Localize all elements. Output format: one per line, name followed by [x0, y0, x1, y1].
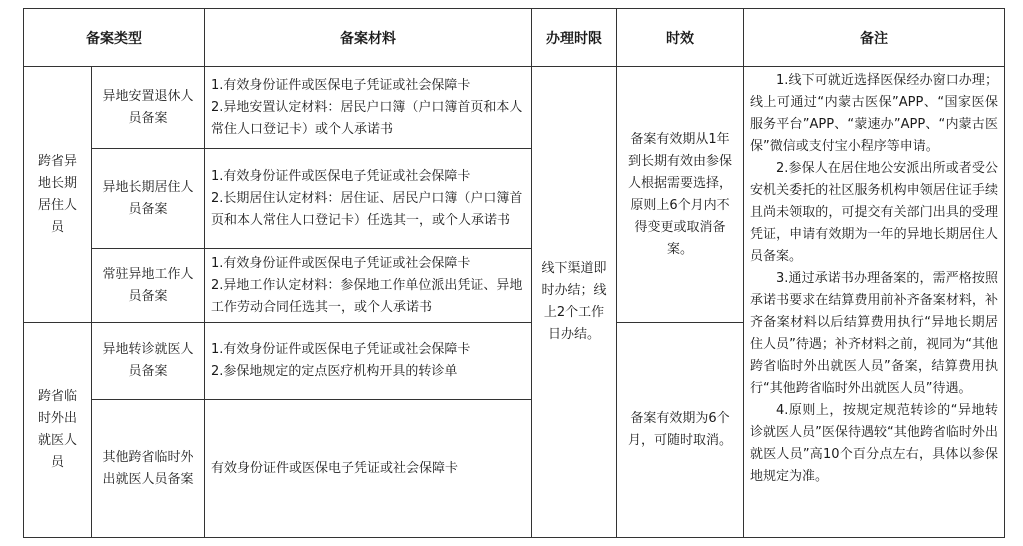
category-long-term-residents: 跨省异地长期居住人员: [24, 67, 92, 323]
remarks-cell: [744, 67, 1005, 538]
remark-item: 1.线下可就近选择医保经办窗口办理；线上可通过“内蒙古医保”APP、“国家医保服务平台”APP、“蒙速办”APP、“内蒙古医保”微信或支付宝小程序等申请。: [750, 73, 998, 154]
remark-item: 3.通过承诺书办理备案的，需严格按照承诺书要求在结算费用前补齐备案材料，补齐备案材料以后结算费用执行“异地长期居住人员”待遇；补齐材料之前，视同为“其他跨省临时外出就医人员”备案，结算费用执行“其他跨省临时外出就医人员”待遇。: [750, 271, 998, 396]
category-temporary-medical: 跨省临时外出就医人员: [24, 323, 92, 538]
header-validity: 时效: [617, 9, 744, 67]
validity-temporary: 备案有效期为6个月，可随时取消。: [617, 323, 744, 538]
remark-item: 4.原则上，按规定规范转诊的“异地转诊就医人员”医保待遇较“其他跨省临时外出就医人员”高10个百分点左右，具体以参保地规定为准。: [750, 403, 998, 484]
material-item: 1.有效身份证件或医保电子凭证或社会保障卡: [211, 77, 471, 93]
header-remarks: 备注: [744, 9, 1005, 67]
material-item: 1.有效身份证件或医保电子凭证或社会保障卡: [211, 342, 471, 357]
validity-long-term: 备案有效期从1年到长期有效由参保人根据需要选择，原则上6个月内不得变更或取消备案。: [617, 67, 744, 323]
material-item: 2.参保地规定的定点医疗机构开具的转诊单: [211, 364, 458, 379]
subtype-cell: 异地长期居住人员备案: [92, 149, 205, 249]
materials-cell: [205, 149, 532, 249]
material-item: 2.异地工作认定材料：参保地工作单位派出凭证、异地工作劳动合同任选其一，或个人承诺书: [211, 277, 523, 315]
subtype-cell: 异地转诊就医人员备案: [92, 323, 205, 400]
remark-item: 2.参保人在居住地公安派出所或者受公安机关委托的社区服务机构申领居住证手续且尚未领取的，可提交有关部门出具的受理凭证，申请有效期为一年的异地长期居住人员备案。: [750, 161, 998, 264]
header-row: [24, 9, 1005, 67]
material-item: 1.有效身份证件或医保电子凭证或社会保障卡: [211, 255, 471, 271]
material-item: 1.有效身份证件或医保电子凭证或社会保障卡: [211, 168, 471, 184]
materials-cell: [205, 249, 532, 323]
time-limit-cell: 线下渠道即时办结；线上2个工作日办结。: [532, 67, 617, 538]
subtype-cell: 其他跨省临时外出就医人员备案: [92, 400, 205, 538]
subtype-cell: 常驻异地工作人员备案: [92, 249, 205, 323]
materials-cell: [205, 323, 532, 400]
material-item: 有效身份证件或医保电子凭证或社会保障卡: [211, 460, 459, 476]
material-item: 2.异地安置认定材料：居民户口簿（户口簿首页和本人常住人口登记卡）或个人承诺书: [211, 99, 523, 137]
table-row: [24, 67, 1005, 149]
materials-cell: [205, 67, 532, 149]
header-filing-materials: 备案材料: [205, 9, 532, 67]
filing-requirements-table: [23, 8, 1005, 538]
subtype-cell: 异地安置退休人员备案: [92, 67, 205, 149]
header-time-limit: 办理时限: [532, 9, 617, 67]
material-item: 2.长期居住认定材料：居住证、居民户口簿（户口簿首页和本人常住人口登记卡）任选其一，或个人承诺书: [211, 190, 523, 228]
header-filing-type: 备案类型: [24, 9, 205, 67]
materials-cell: [205, 400, 532, 538]
